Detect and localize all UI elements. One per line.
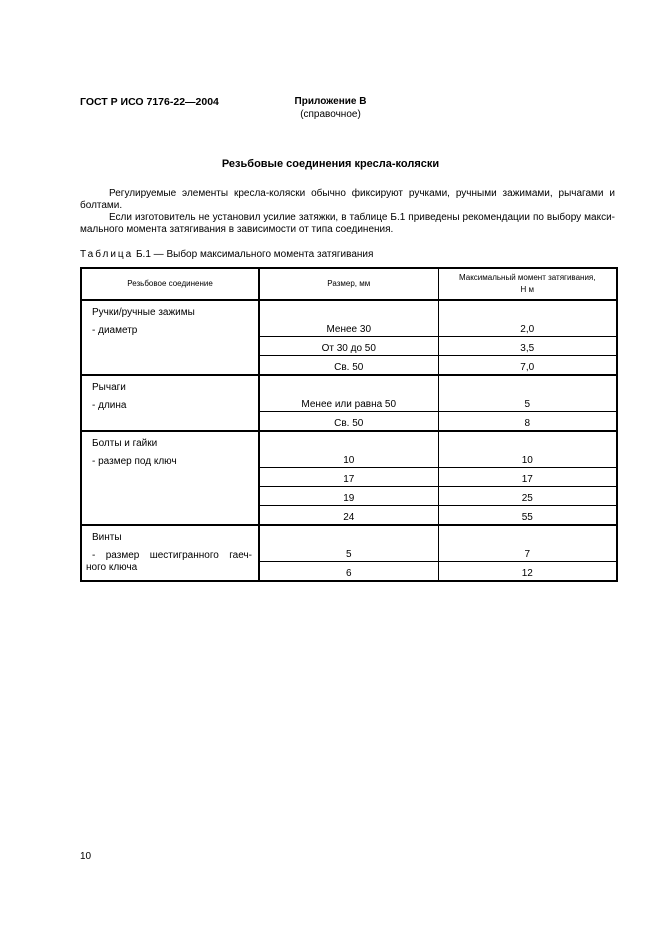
size-cell: 24 [259, 506, 438, 526]
size-cell: Св. 50 [259, 356, 438, 376]
page-number: 10 [80, 851, 92, 862]
header-torque-unit: Н м [520, 285, 534, 294]
torque-cell: 12 [438, 562, 617, 582]
table-row [81, 375, 617, 412]
caption-label: Таблица [80, 249, 134, 260]
header-size: Размер, мм [259, 268, 438, 300]
torque-cell: 8 [438, 412, 617, 432]
torque-cell: 7,0 [438, 356, 617, 376]
connection-type-cell [81, 375, 259, 431]
connection-parameter: - диаметр [92, 325, 138, 336]
section-title: Резьбовые соединения кресла-коляски [221, 158, 440, 170]
torque-cell: 10 [438, 431, 617, 468]
torque-cell: 2,0 [438, 300, 617, 337]
connection-name: Ручки/ручные зажимы [92, 307, 195, 318]
connection-parameter-cont: ного ключа [86, 562, 138, 573]
torque-cell: 55 [438, 506, 617, 526]
size-cell: 19 [259, 487, 438, 506]
paragraph-1-line-2: болтами. [80, 200, 123, 211]
size-cell: Св. 50 [259, 412, 438, 432]
header-torque [438, 268, 617, 300]
annex-title: Приложение В [294, 96, 367, 107]
torque-cell: 3,5 [438, 337, 617, 356]
connection-name: Винты [92, 532, 122, 543]
document-id: ГОСТ Р ИСО 7176-22—2004 [80, 96, 219, 108]
header-connection: Резьбовое соединение [81, 268, 259, 300]
table-row [81, 431, 617, 468]
table-caption [80, 249, 373, 260]
connection-parameter: - размер под ключ [92, 456, 177, 467]
paragraph-2-line-2: мального момента затягивания в зависимости от типа соединения. [80, 224, 394, 235]
torque-cell: 5 [438, 375, 617, 412]
connection-type-cell [81, 525, 259, 581]
connection-parameter: - длина [92, 400, 127, 411]
torque-table [80, 267, 618, 582]
size-cell: 10 [259, 431, 438, 468]
torque-cell: 17 [438, 468, 617, 487]
size-cell: 6 [259, 562, 438, 582]
connection-type-cell [81, 300, 259, 375]
paragraph-2-line-1: Если изготовитель не установил усилие затяжки, в таблице Б.1 приведены рекомендации по выбору макси- [109, 212, 615, 223]
table-row [81, 300, 617, 337]
size-cell: Менее или равна 50 [259, 375, 438, 412]
size-cell: 5 [259, 525, 438, 562]
annex-note: (справочное) [300, 109, 361, 120]
connection-name: Болты и гайки [92, 438, 158, 449]
caption-text: Б.1 — Выбор максимального момента затягивания [133, 249, 374, 260]
torque-cell: 7 [438, 525, 617, 562]
paragraph-1-line-1: Регулируемые элементы кресла-коляски обычно фиксируют ручками, ручными зажимами, рычагами и [109, 188, 615, 199]
torque-cell: 25 [438, 487, 617, 506]
table-row [81, 525, 617, 562]
header-torque-line1: Максимальный момент затягивания, [459, 273, 596, 282]
connection-type-cell [81, 431, 259, 525]
table-header-row [81, 268, 617, 300]
size-cell: Менее 30 [259, 300, 438, 337]
size-cell: 17 [259, 468, 438, 487]
connection-name: Рычаги [92, 382, 126, 393]
connection-parameter: - размер шестигранного гаеч- [92, 550, 252, 561]
size-cell: От 30 до 50 [259, 337, 438, 356]
